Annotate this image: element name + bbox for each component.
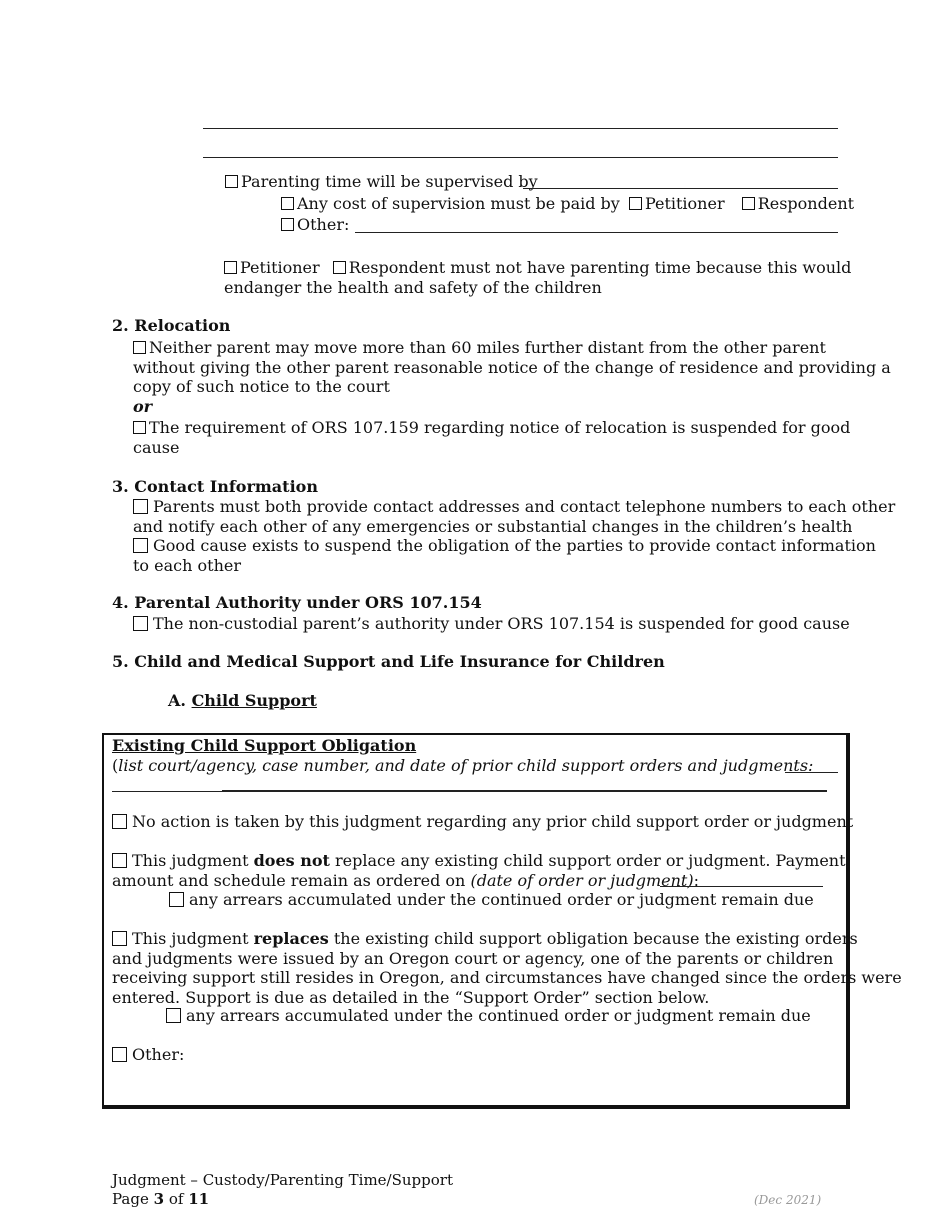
rep-post: the existing child support obligation because the existing orders xyxy=(333,929,858,948)
relocation-text-2b: cause xyxy=(133,437,180,457)
other-field[interactable] xyxy=(355,232,838,233)
arrears-text-2: any arrears accumulated under the continued order or judgment remain due xyxy=(186,1006,811,1025)
prior-orders-field-3[interactable] xyxy=(222,790,827,792)
rep-line4: entered. Support is due as detailed in the “Support Order” section below. xyxy=(112,987,710,1007)
blank-line[interactable] xyxy=(203,128,838,129)
box-instruction xyxy=(112,756,813,776)
section-heading-relocation: 2. Relocation xyxy=(112,316,231,335)
contact-options xyxy=(133,497,895,575)
no-time-text-line2: endanger the health and safety of the children xyxy=(224,277,602,297)
rep-bold: replaces xyxy=(253,929,329,948)
relocation-option-2 xyxy=(133,418,850,457)
arrears-text-1: any arrears accumulated under the continued order or judgment remain due xyxy=(189,890,814,909)
dn-date-label: (date of order or judgment) xyxy=(470,870,694,890)
cost-respondent-label: Respondent xyxy=(757,194,855,213)
instr-text: list court/agency, case number, and date of prior child support orders and judgments: xyxy=(118,756,814,775)
box-title: Existing Child Support Obligation xyxy=(112,736,417,755)
section-heading-support: 5. Child and Medical Support and Life Insurance for Children xyxy=(112,652,665,671)
arrears-option-2 xyxy=(166,1006,811,1026)
supervised-row xyxy=(225,172,538,192)
no-action-checkbox[interactable] xyxy=(112,814,127,829)
rep-line3: receiving support still resides in Oregon, and circumstances have changed since the orders were xyxy=(112,968,902,987)
or-label: or xyxy=(133,397,153,416)
of-word: of xyxy=(168,1190,184,1208)
cost-petitioner-label: Petitioner xyxy=(644,194,725,213)
relocation-text-1b: without giving the other parent reasonable notice of the change of residence and providing a xyxy=(133,357,891,377)
contact-text-2b: to each other xyxy=(133,555,241,575)
dn-line2: amount and schedule remain as ordered on xyxy=(112,870,466,890)
page-number: 3 xyxy=(153,1190,165,1208)
page-total: 11 xyxy=(188,1190,210,1208)
no-time-text: Respondent must not have parenting time because this would xyxy=(348,258,852,277)
footer-title: Judgment – Custody/Parenting Time/Support xyxy=(112,1171,453,1189)
contact-text-2: Good cause exists to suspend the obligation of the parties to provide contact information xyxy=(153,536,876,555)
contact-checkbox-2[interactable] xyxy=(133,538,148,553)
cost-checkbox[interactable] xyxy=(281,197,294,210)
relocation-checkbox-1[interactable] xyxy=(133,341,146,354)
cost-label: Any cost of supervision must be paid by xyxy=(297,194,620,213)
arrears-option-1 xyxy=(169,890,814,910)
section-heading-authority: 4. Parental Authority under ORS 107.154 xyxy=(112,593,482,612)
box-other-text: Other: xyxy=(132,1045,185,1064)
no-time-respondent-checkbox[interactable] xyxy=(333,261,346,274)
dn-bold: does not xyxy=(253,851,330,870)
no-time-petitioner-label: Petitioner xyxy=(240,258,320,277)
section-heading-contact: 3. Contact Information xyxy=(112,477,318,496)
footer-page xyxy=(112,1190,209,1210)
cost-petitioner-checkbox[interactable] xyxy=(629,197,642,210)
subsection-prefix: A. xyxy=(168,691,186,710)
cost-respondent-checkbox[interactable] xyxy=(742,197,755,210)
supervised-by-field[interactable] xyxy=(523,188,838,189)
box-other-checkbox[interactable] xyxy=(112,1047,127,1062)
does-not-replace-option xyxy=(112,851,846,890)
dn-colon: : xyxy=(693,870,699,890)
replaces-option xyxy=(112,929,902,1007)
subsection-child-support xyxy=(168,691,317,711)
replaces-checkbox[interactable] xyxy=(112,931,127,946)
dn-post: replace any existing child support order or judgment. Payment xyxy=(335,851,846,870)
arrears-checkbox-2[interactable] xyxy=(166,1008,181,1023)
no-action-option xyxy=(112,812,853,832)
no-parenting-time xyxy=(224,258,852,297)
relocation-text-1c: copy of such notice to the court xyxy=(133,377,390,396)
other-checkbox[interactable] xyxy=(281,218,294,231)
box-other-option xyxy=(112,1045,184,1065)
blank-line[interactable] xyxy=(203,157,838,158)
no-action-text: No action is taken by this judgment regarding any prior child support order or judgment xyxy=(132,812,854,831)
supervised-label: Parenting time will be supervised by xyxy=(241,172,538,191)
rep-pre: This judgment xyxy=(132,929,249,948)
authority-option xyxy=(133,614,850,634)
rep-line2: and judgments were issued by an Oregon court or agency, one of the parents or children xyxy=(112,948,834,968)
contact-checkbox-1[interactable] xyxy=(133,499,148,514)
other-row xyxy=(281,215,349,235)
prior-orders-field[interactable] xyxy=(785,772,838,773)
instr-paren: ( xyxy=(112,756,119,775)
subsection-title: Child Support xyxy=(191,691,317,710)
other-label: Other: xyxy=(297,215,350,234)
date-of-order-field[interactable] xyxy=(660,886,823,887)
arrears-checkbox-1[interactable] xyxy=(169,892,184,907)
contact-text-1b: and notify each other of any emergencies or substantial changes in the children’s health xyxy=(133,516,853,536)
footer-version: (Dec 2021) xyxy=(754,1193,822,1207)
relocation-text-2: The requirement of ORS 107.159 regarding notice of relocation is suspended for good xyxy=(149,418,851,437)
authority-checkbox[interactable] xyxy=(133,616,148,631)
relocation-text-1: Neither parent may move more than 60 miles further distant from the other parent xyxy=(149,338,826,357)
prior-orders-field-2[interactable] xyxy=(112,791,222,792)
relocation-checkbox-2[interactable] xyxy=(133,421,146,434)
authority-text: The non-custodial parent’s authority under ORS 107.154 is suspended for good cause xyxy=(153,614,850,633)
relocation-option-1 xyxy=(133,338,891,397)
does-not-replace-checkbox[interactable] xyxy=(112,853,127,868)
no-time-petitioner-checkbox[interactable] xyxy=(224,261,237,274)
supervised-checkbox[interactable] xyxy=(225,175,238,188)
cost-row xyxy=(281,194,854,214)
dn-pre: This judgment xyxy=(132,851,249,870)
page-word: Page xyxy=(112,1190,149,1208)
contact-text-1: Parents must both provide contact addresses and contact telephone numbers to each other xyxy=(153,497,896,516)
